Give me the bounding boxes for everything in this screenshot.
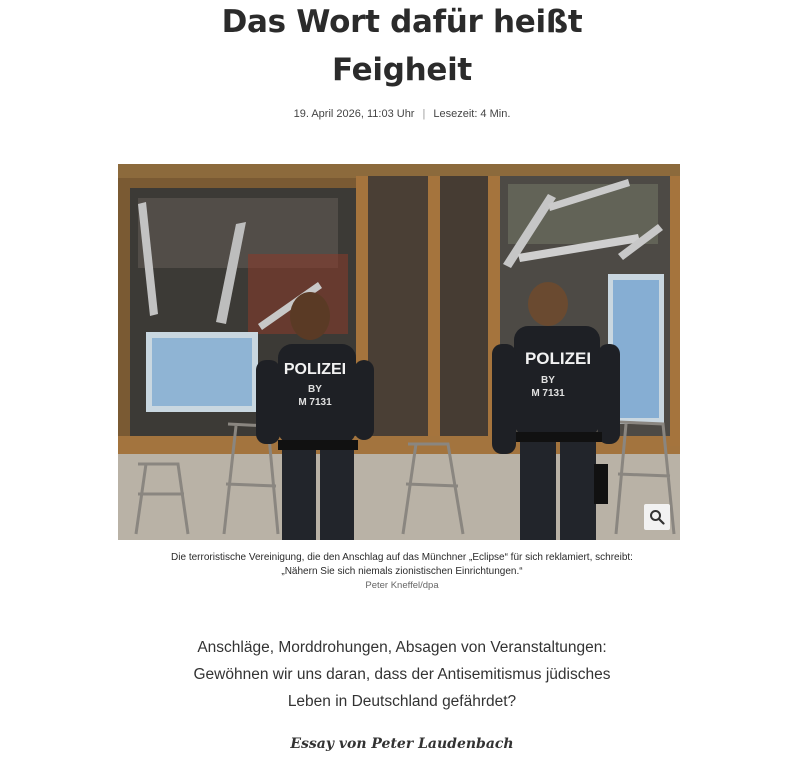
headline-line-1: Das Wort dafür heißt	[221, 4, 583, 40]
police-id-right-1: BY	[541, 375, 555, 386]
photo-illustration	[118, 164, 680, 540]
teaser-line-2: Gewöhnen wir uns daran, dass der Antisemitismus jüdisches	[193, 666, 611, 683]
photo-caption	[0, 551, 804, 593]
teaser-line-1: Anschläge, Morddrohungen, Absagen von Veranstaltungen:	[197, 639, 607, 656]
article-headline	[0, 0, 804, 94]
magnifier-icon	[649, 509, 665, 525]
caption-line-2: „Nähern Sie sich niemals zionistischen Einrichtungen.“	[281, 566, 523, 577]
author-byline: Essay von Peter Laudenbach	[290, 736, 514, 752]
reading-time: Lesezeit: 4 Min.	[433, 108, 511, 120]
article-meta	[0, 108, 804, 120]
caption-line-1: Die terroristische Vereinigung, die den Anschlag auf das Münchner „Eclipse“ für sich reklamiert, schreibt:	[171, 552, 633, 563]
teaser-line-3: Leben in Deutschland gefährdet?	[287, 693, 517, 710]
meta-separator: |	[422, 108, 426, 120]
photo-credit: Peter Kneffel/dpa	[365, 580, 439, 591]
zoom-button[interactable]	[644, 504, 670, 530]
police-label-left: POLIZEI	[283, 361, 347, 378]
police-id-left-2: M 7131	[298, 397, 332, 408]
headline-line-2: Feigheit	[332, 52, 472, 88]
publish-date: 19. April 2026, 11:03 Uhr	[293, 108, 415, 120]
article-teaser	[150, 634, 654, 715]
police-id-right-2: M 7131	[531, 388, 565, 399]
police-label-right: POLIZEI	[524, 349, 592, 368]
article-photo[interactable]	[118, 164, 680, 540]
police-id-left-1: BY	[308, 384, 322, 395]
